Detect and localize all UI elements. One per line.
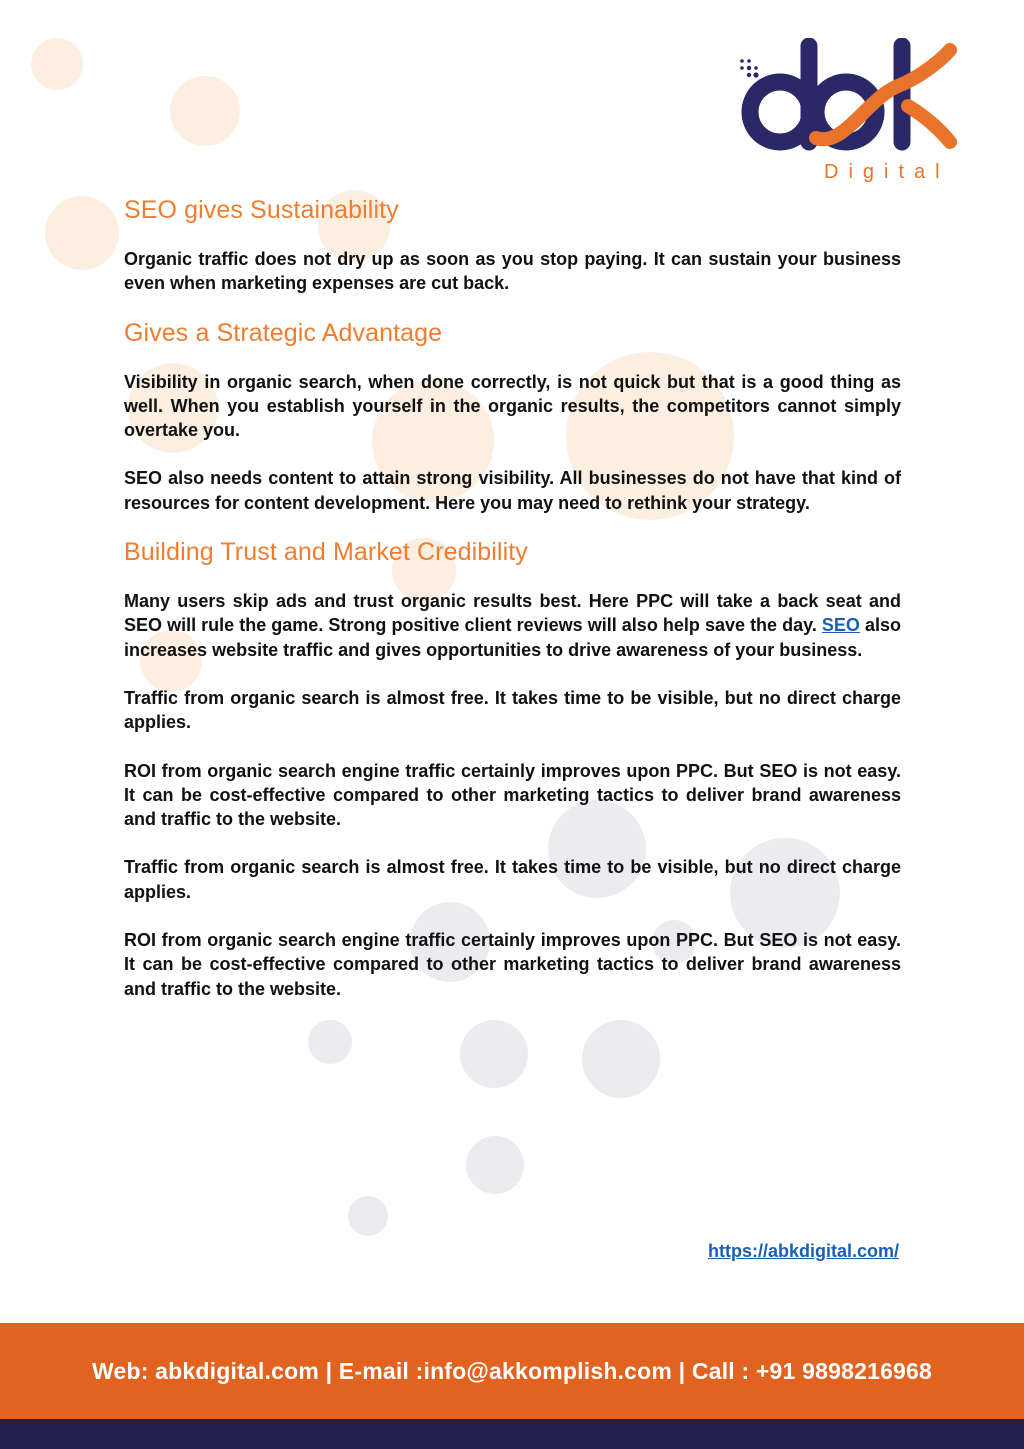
paragraph: Visibility in organic search, when done correctly, is not quick but that is a good thing as well. When you establish yourself in the organic results, the competitors cannot simply overtake you. (124, 371, 901, 441)
bg-bubble (308, 1020, 352, 1064)
seo-link[interactable]: SEO (821, 615, 860, 636)
paragraph-text: Many users skip ads and trust organic results best. Here PPC will take a back seat and SEO will rule the game. Strong positive client reviews will also help save the day. (124, 591, 901, 636)
footer-contact-bar (0, 1323, 1024, 1419)
footer-contact-text: Web: abkdigital.com | E-mail :info@akkomplish.com | Call : +91 9898216968 (91, 1357, 933, 1384)
footer-bottom-strip (0, 1419, 1024, 1449)
abk-logo-mark (728, 38, 968, 188)
paragraph: Traffic from organic search is almost free. It takes time to be visible, but no direct charge applies. (124, 857, 901, 902)
heading-trust-credibility: Building Trust and Market Credibility (124, 538, 528, 567)
bg-bubble (466, 1136, 524, 1194)
paragraph-with-link (124, 589, 901, 662)
website-link[interactable]: https://abkdigital.com/ (707, 1241, 899, 1261)
paragraph: Organic traffic does not dry up as soon as you stop paying. It can sustain your business even when marketing expenses are cut back. (124, 249, 901, 294)
paragraph-text: also increases website traffic and gives opportunities to drive awareness of your business. (124, 615, 901, 660)
bg-bubble (348, 1196, 388, 1236)
paragraph: ROI from organic search engine traffic certainly improves upon PPC. But SEO is not easy. It can be cost-effective compared to other marketing tactics to deliver brand awareness and traffic to the website. (124, 930, 901, 999)
bg-bubble (460, 1020, 528, 1088)
heading-strategic-advantage: Gives a Strategic Advantage (124, 318, 443, 347)
brand-logo (728, 38, 968, 188)
paragraph: SEO also needs content to attain strong visibility. All businesses do not have that kind of resources for content development. Here you may need to rethink your strategy. (124, 468, 901, 513)
logo-subtitle: Digital (824, 161, 950, 183)
bg-bubble (582, 1020, 660, 1098)
bg-bubble (31, 38, 83, 90)
paragraph: Traffic from organic search is almost free. It takes time to be visible, but no direct charge applies. (124, 687, 901, 733)
bg-bubble (170, 76, 240, 146)
heading-sustainability: SEO gives Sustainability (124, 196, 399, 224)
paragraph: ROI from organic search engine traffic certainly improves upon PPC. But SEO is not easy. It can be cost-effective compared to other marketing tactics to deliver brand awareness and traffic to the website. (124, 760, 901, 830)
bg-bubble (45, 196, 119, 270)
article-body (124, 190, 901, 1001)
